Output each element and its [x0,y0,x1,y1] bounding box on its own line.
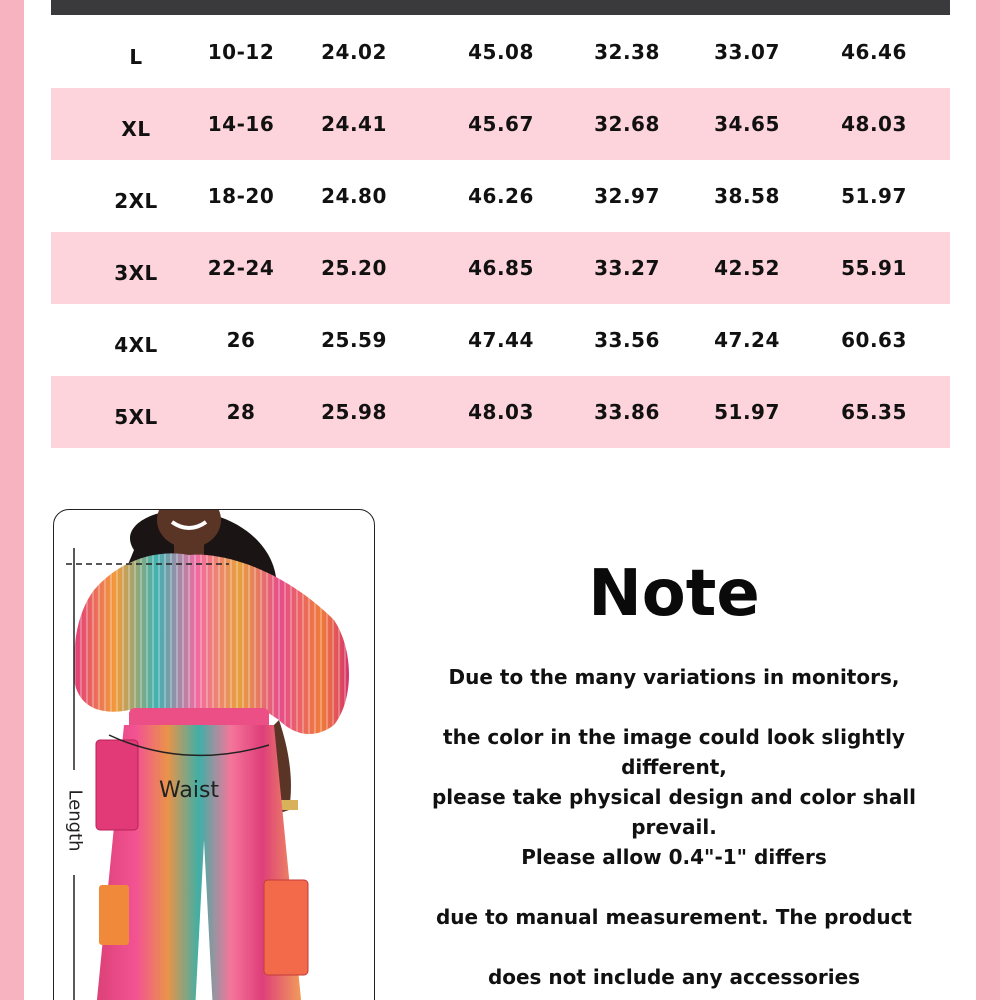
measure-cell: 47.44 [468,328,534,352]
measure-cell: 42.52 [714,256,780,280]
measure-cell: 38.58 [714,184,780,208]
note-line: Due to the many variations in monitors, [448,665,900,689]
table-row [51,232,950,304]
table-row [51,304,950,376]
measure-cell: 45.08 [468,40,534,64]
measure-cell: 51.97 [841,184,907,208]
model-illustration [54,510,375,1000]
size-cell: 5XL [114,405,158,429]
note-text [390,662,958,1000]
measure-cell: 25.59 [321,328,387,352]
table-header-bar [51,0,950,15]
table-row [51,160,950,232]
table-row [51,88,950,160]
measure-cell: 33.27 [594,256,660,280]
measure-cell: 48.03 [841,112,907,136]
measure-cell: 32.97 [594,184,660,208]
size-cell: 4XL [114,333,158,357]
size-cell: L [129,45,143,69]
us-size-cell: 22-24 [207,256,275,280]
note-title: Note [588,557,760,631]
measure-cell: 24.41 [321,112,387,136]
note-line: due to manual measurement. The product [435,905,912,929]
measure-cell: 33.07 [714,40,780,64]
measure-cell: 33.86 [594,400,660,424]
measure-cell: 47.24 [714,328,780,352]
measure-cell: 48.03 [468,400,534,424]
size-cell: XL [121,117,151,141]
measure-cell: 60.63 [841,328,907,352]
note-line: does not include any accessories [487,965,861,989]
size-chart-table [51,16,950,448]
measure-cell: 46.85 [468,256,534,280]
table-row [51,16,950,88]
size-cell: 3XL [114,261,158,285]
product-photo [53,509,375,1000]
measure-cell: 32.38 [594,40,660,64]
measure-cell: 51.97 [714,400,780,424]
us-size-cell: 14-16 [207,112,275,136]
measure-cell: 33.56 [594,328,660,352]
us-size-cell: 28 [226,400,256,424]
measure-cell: 24.02 [321,40,387,64]
measure-cell: 55.91 [841,256,907,280]
note-section [390,540,958,1000]
waist-label: Waist [159,778,220,803]
measure-cell: 25.20 [321,256,387,280]
measure-cell: 25.98 [321,400,387,424]
measure-cell: 32.68 [594,112,660,136]
us-size-cell: 26 [226,328,256,352]
us-size-cell: 18-20 [207,184,275,208]
measure-cell: 34.65 [714,112,780,136]
size-cell: 2XL [114,189,158,213]
measure-cell: 46.46 [841,40,907,64]
us-size-cell: 10-12 [207,40,275,64]
measure-cell: 65.35 [841,400,907,424]
measure-cell: 46.26 [468,184,534,208]
note-line: the color in the image could look slightly different, [443,725,905,779]
measure-cell: 24.80 [321,184,387,208]
measure-cell: 45.67 [468,112,534,136]
length-label: Length [64,789,86,852]
table-row [51,376,950,448]
note-line: please take physical design and color shall prevail. [431,785,917,839]
note-line: Please allow 0.4"-1" differs [521,845,827,869]
